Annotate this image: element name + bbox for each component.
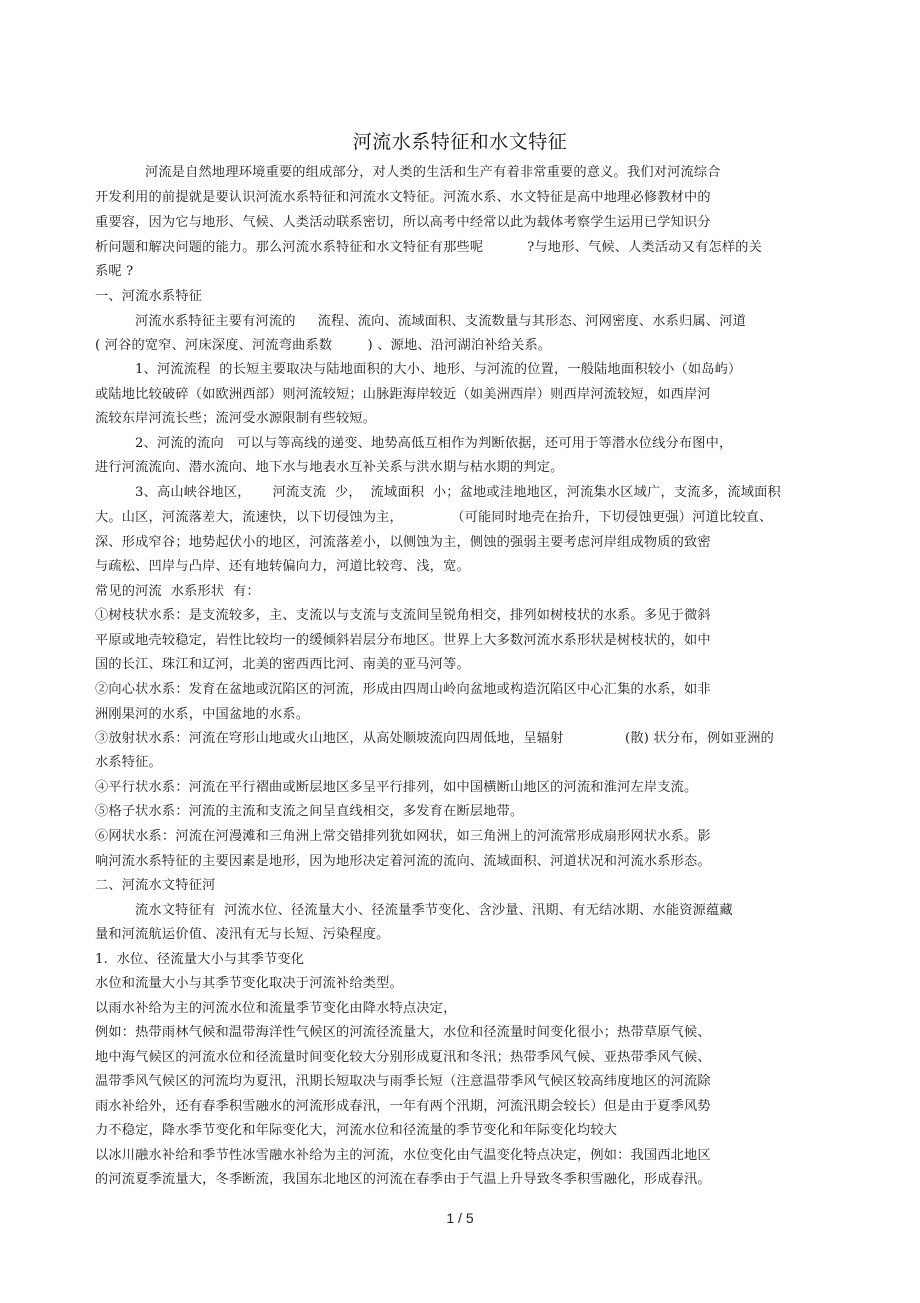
text-line: 以雨水补给为主的河流水位和流量季节变化由降水特点决定， [95,1001,457,1016]
text-line: 1、河流流程 的长短主要取决与陆地面积的大小、地形、与河流的位置，一般陆地面积较小（如岛屿） [135,362,742,377]
text-line: ③放射状水系：河流在穹形山地或火山地区，从高处顺坡流向四周低地，呈辐射 (散) 状分布，例如亚洲的 [95,731,775,746]
text-line: 深、形成窄谷；地势起伏小的地区，河流落差小，以侧蚀为主，侧蚀的强弱主要考虑河岸组成物质的致密 [95,535,711,550]
text-line: ( 河谷的宽窄、河床深度、河流弯曲系数 ) 、源地、沿河湖泊补给关系。 [95,338,552,353]
text-line: 的河流夏季流量大，冬季断流，我国东北地区的河流在春季由于气温上升导致冬季积雪融化，形成春汛。 [95,1172,711,1187]
text-line: 平原或地壳较稳定，岩性比较均一的缓倾斜岩层分布地区。世界上大多数河流水系形状是树枝状的，如中 [95,633,711,648]
text-line: 量和河流航运价值、凌汛有无与长短、污染程度。 [95,927,390,942]
text-line: 河流是自然地理环境重要的组成部分，对人类的生活和生产有着非常重要的意义。我们对河流综合 [145,165,721,180]
text-line: 常见的河流 水系形状 有： [95,584,260,599]
text-line: 进行河流流向、潜水流向、地下水与地表水互补关系与洪水期与枯水期的判定。 [95,460,564,475]
text-line: 一、河流水系特征 [95,289,203,304]
text-line: 国的长江、珠江和辽河，北美的密西西比河、南美的亚马河等。 [95,657,470,672]
text-line: 开发利用的前提就是要认识河流水系特征和河流水文特征。河流水系、水文特征是高中地理必修教材中的 [95,190,711,205]
text-line: 重要容，因为它与地形、气候、人类活动联系密切，所以高考中经常以此为载体考察学生运用已学知识分 [95,215,711,230]
text-line: 雨水补给外，还有春季积雪融水的河流形成春汛，一年有两个汛期，河流汛期会较长）但是由于夏季风势 [95,1099,711,1114]
text-line: 水系特征。 [95,755,162,770]
text-line: 洲刚果河的水系，中国盆地的水系。 [95,707,310,722]
text-line: 以冰川融水补给和季节性冰雪融水补给为主的河流，水位变化由气温变化特点决定，例如：我国西北地区 [95,1148,711,1163]
text-line: 与疏松、凹岸与凸岸、还有地转偏向力，河道比较弯、浅，宽。 [95,559,470,574]
text-line: 地中海气候区的河流水位和径流量时间变化较大分别形成夏汛和冬汛；热带季风气候、亚热带季风气候、 [95,1050,711,1065]
text-line: ④平行状水系：河流在平行褶曲或断层地区多呈平行排列，如中国横断山地区的河流和淮河左岸支流。 [95,780,698,795]
text-line: 温带季风气候区的河流均为夏汛，汛期长短取决与雨季长短（注意温带季风气候区较高纬度地区的河流除 [95,1074,711,1089]
text-line: 系呢 ? [95,264,134,279]
document-title: 河流水系特征和水文特征 [352,131,568,153]
text-line: ⑤格子状水系：河流的主流和支流之间呈直线相交，多发育在断层地带。 [95,804,524,819]
text-line: 2、河流的流向 可以与等高线的递变、地势高低互相作为判断依据，还可用于等潜水位线分布图中， [135,436,733,451]
text-line: 响河流水系特征的主要因素是地形，因为地形决定着河流的流向、流域面积、河道状况和河流水系形态。 [95,854,711,869]
text-line: 大。山区，河流落差大，流速快，以下切侵蚀为主， （可能同时地壳在抬升，下切侵蚀更强）河道比较直、 [95,510,773,525]
text-line: 例如：热带雨林气候和温带海洋性气候区的河流径流量大，水位和径流量时间变化很小；热带草原气候、 [95,1025,711,1040]
text-line: 流较东岸河流长些；流河受水源限制有些较短。 [95,411,377,426]
text-line: 力不稳定，降水季节变化和年际变化大，河流水位和径流量的季节变化和年际变化均较大 [95,1123,618,1138]
page-indicator: 1 / 5 [446,1210,474,1226]
text-line: 或陆地比较破碎（如欧洲西部）则河流较短；山脉距海岸较近（如美洲西岸）则西岸河流较短，如西岸河 [95,387,711,402]
text-line: ①树枝状水系：是支流较多，主、支流以与支流与支流间呈锐角相交，排列如树枝状的水系。多见于微斜 [95,608,711,623]
text-line: 河流水系特征主要有河流的 流程、流向、流域面积、支流数量与其形态、河网密度、水系归属、河道 [135,314,747,329]
text-line: 析问题和解决问题的能力。那么河流水系特征和水文特征有那些呢 ?与地形、气候、人类活动又有怎样的关 [95,240,763,255]
text-line: 二、河流水文特征河 [95,878,216,893]
text-line: ②向心状水系：发育在盆地或沉陷区的河流，形成由四周山岭向盆地或构造沉陷区中心汇集的水系，如非 [95,682,711,697]
text-line: 1. 水位、径流量大小与其季节变化 [95,952,305,967]
text-line: 水位和流量大小与其季节变化取决于河流补给类型。 [95,976,403,991]
text-line: ⑥网状水系：河流在河漫滩和三角洲上常交错排列犹如网状，如三角洲上的河流常形成扇形网状水系。影 [95,829,711,844]
text-line: 流水文特征有 河流水位、径流量大小、径流量季节变化、含沙量、汛期、有无结冰期、水能资源蕴藏 [135,903,733,918]
text-line: 3、高山峡谷地区， 河流支流 少， 流域面积 小；盆地或洼地地区，河流集水区域广，支流多，流域面积 [135,485,781,500]
